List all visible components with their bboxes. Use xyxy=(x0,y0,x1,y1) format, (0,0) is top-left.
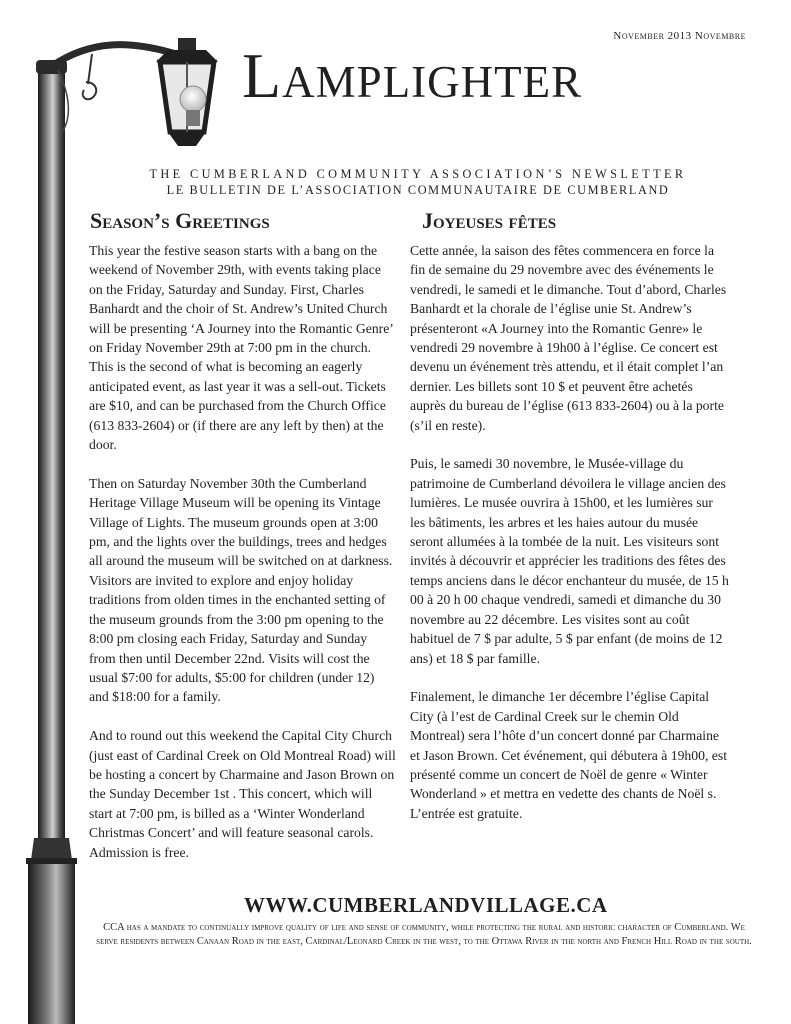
article-heading-french: Joyeuses fêtes xyxy=(422,208,557,233)
tagline-english: THE CUMBERLAND COMMUNITY ASSOCIATION’S NEWSLETTER xyxy=(149,167,687,181)
article-paragraph: This year the festive season starts with a bang on the weekend of November 29th, with events taking place on the Friday, Saturday and Sunday. First, Charles Banhardt and the choir of St. Andrew’s United Church will be presenting ‘A Journey into the Romantic Genre’ on Friday November 29th at 7:00 pm in the church. This is the second of what is becoming an eagerly anticipated event, as last year it was a sell-out. Tickets are $10, and can be purchased from the Church Office (613 833-2604) or (if there are any left by then) at the door. xyxy=(89,243,393,453)
article-body-english xyxy=(89,241,397,862)
article-paragraph: Then on Saturday November 30th the Cumberland Heritage Village Museum will be opening its Vintage Village of Lights. The museum grounds open at 3:00 pm, and the lights over the buildings, trees and hedges all around the museum will be switched on at darkness. Visitors are invited to explore and enjoy holiday traditions from olden times in the enchanted setting of the museum grounds from the 3:00 pm opening to the 8:00 pm closing each Friday, Saturday and Sunday from then until December 22nd. Visits will cost the usual $7:00 for adults, $5:00 for children (under 12) and $18:00 for a family. xyxy=(89,475,393,705)
issue-date: November 2013 Novembre xyxy=(613,30,746,42)
article-paragraph: Finalement, le dimanche 1er décembre l’église Capital City (à l’est de Cardinal Creek sur le chemin Old Montreal) sera l’hôte d’un concert donné par Charmaine et Jason Brown. Cet événement, qui débutera à 19h00, est présenté comme un concert de Noël de genre « Winter Wonderland » et mettra en vedette des chants de Noël s. L’entrée est gratuite. xyxy=(410,689,728,821)
website-url[interactable]: WWW.CUMBERLANDVILLAGE.CA xyxy=(244,893,608,917)
mandate-statement: CCA has a mandate to continually improve quality of life and sense of community, while protecting the rural and historic character of Cumberland. We serve residents between Canaan Road in the east, Cardinal/Leonard Creek in the west, to the Ottawa River in the north and French Hill Road in the south. xyxy=(96,922,752,947)
article-paragraph: And to round out this weekend the Capital City Church (just east of Cardinal Creek on Old Montreal Road) will be hosting a concert by Charmaine and Jason Brown on the Sunday December 1st . This concert, which will start at 7:00 pm, is billed as a ‘Winter Wonderland Christmas Concert’ and will feature seasonal carols. Admission is free. xyxy=(89,728,396,860)
newsletter-title: Lamplighter xyxy=(242,40,583,111)
article-heading-english: Season’s Greetings xyxy=(90,208,270,233)
article-paragraph: Puis, le samedi 30 novembre, le Musée-village du patrimoine de Cumberland dévoilera le village ancien des lumières. Le musée ouvrira à 15h00, et les lumières sur les bâtiments, les arbres et les haies autour du musée seront allumées à la tombée de la nuit. Les visiteurs sont invités à découvrir et apprécier les traditions des fêtes des temps anciens dans le décor enchanteur du musée, de 15 h 00 à 20 h 00 chaque vendredi, samedi et dimanche du 30 novembre au 22 décembre. Les visites sont au coût habituel de 7 $ par adulte, 5 $ par enfant (de moins de 12 ans) et 18 $ par famille. xyxy=(410,456,729,666)
article-body-french xyxy=(410,241,730,823)
article-paragraph: Cette année, la saison des fêtes commencera en force la fin de semaine du 29 novembre avec des événements le vendredi, le samedi et le dimanche. Tout d’abord, Charles Banhardt et la chorale de l’église unie St. Andrew’s présenteront «A Journey into the Romantic Genre» le vendredi 29 novembre à 19h00 à l’église. Ce concert est devenu un événement très attendu, et il était complet l’an dernier. Les billets sont 10 $ et peuvent être achetés auprès du bureau de l’église (613 833-2604) ou à la porte (s’il en reste). xyxy=(410,243,727,433)
tagline-french: LE BULLETIN DE L’ASSOCIATION COMMUNAUTAIRE DE CUMBERLAND xyxy=(166,183,670,197)
